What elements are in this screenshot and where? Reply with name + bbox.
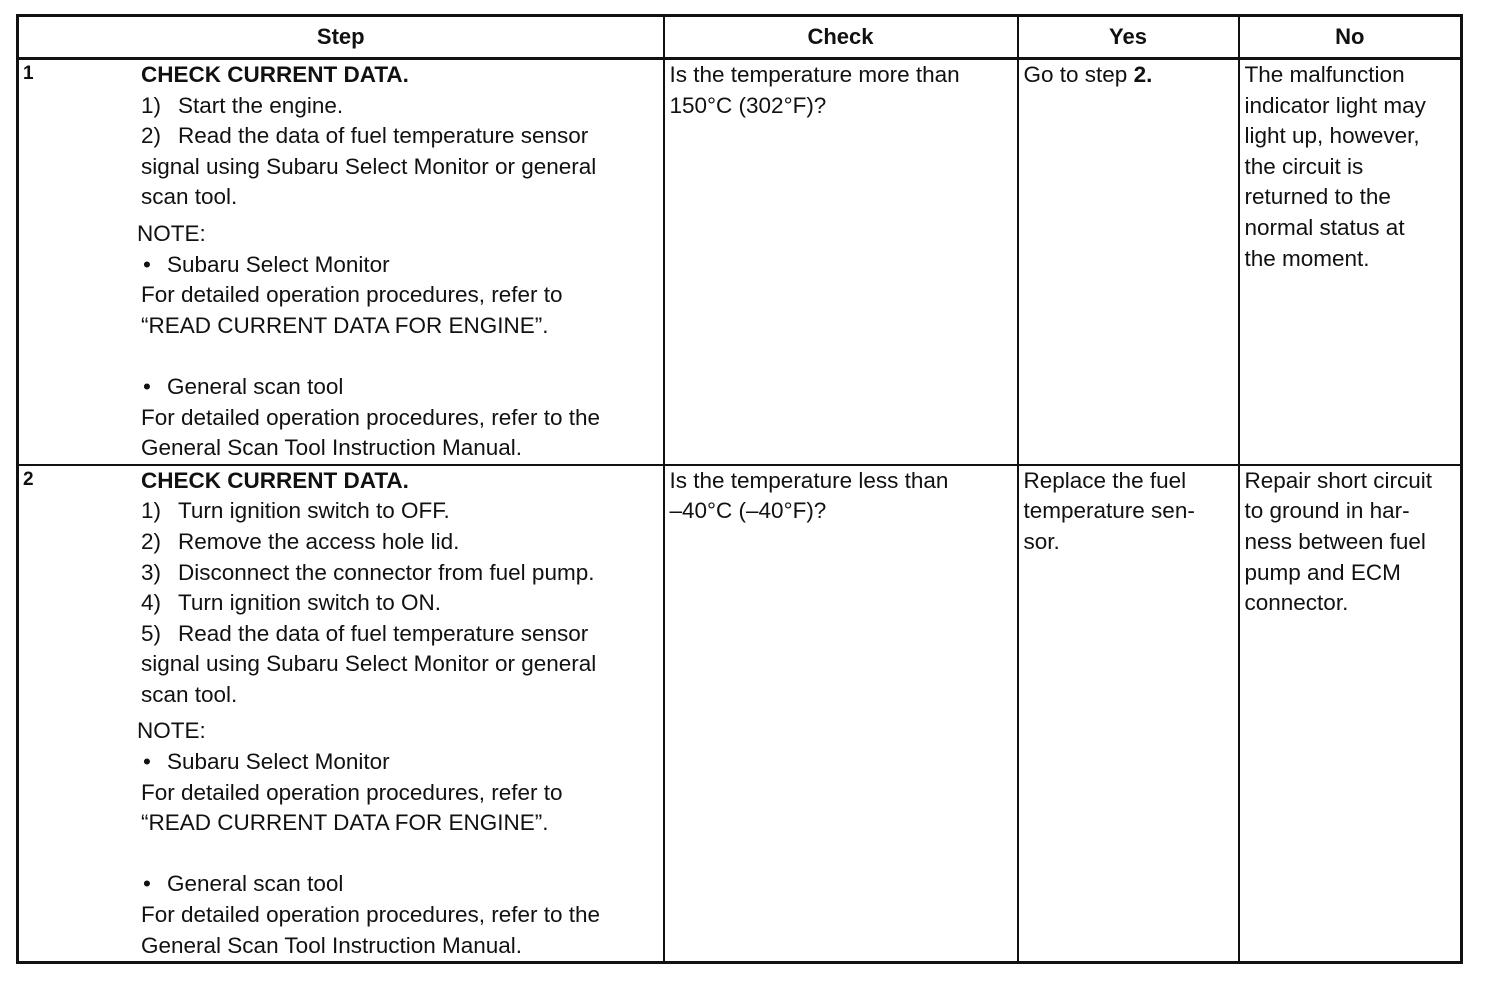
no-text: returned to the xyxy=(1244,184,1391,210)
substep xyxy=(141,588,659,619)
substep-text: Turn ignition switch to ON. xyxy=(178,590,442,616)
step-title: CHECK CURRENT DATA. xyxy=(141,62,409,87)
bullet-text: For detailed operation procedures, refer to the xyxy=(141,404,601,430)
check-cell xyxy=(664,465,1018,963)
substep-number: 2) xyxy=(141,528,162,554)
substep-text: Turn ignition switch to OFF. xyxy=(178,498,450,524)
header-check: Check xyxy=(664,16,1018,59)
step-cell xyxy=(18,465,664,963)
substep-number: 4) xyxy=(141,590,162,616)
step-body xyxy=(137,60,663,464)
bullet-text: “READ CURRENT DATA FOR ENGINE”. xyxy=(141,810,549,836)
substep-number: 1) xyxy=(141,92,162,118)
substep-text: Read the data of fuel temperature sensor xyxy=(178,123,589,149)
table-row xyxy=(18,465,1462,963)
bullet-label: General scan tool xyxy=(167,373,344,399)
no-text: The malfunction xyxy=(1244,62,1405,87)
bullet-icon: • xyxy=(143,373,151,399)
bullet-item xyxy=(141,372,659,403)
no-cell xyxy=(1239,465,1462,963)
substep-text: Remove the access hole lid. xyxy=(178,528,460,554)
bullet-text: “READ CURRENT DATA FOR ENGINE”. xyxy=(141,312,549,338)
substep xyxy=(141,496,659,527)
no-text: the moment. xyxy=(1244,245,1370,271)
bullet-label: Subaru Select Monitor xyxy=(167,749,390,775)
yes-cell xyxy=(1018,59,1239,465)
substep xyxy=(141,527,659,558)
spacer xyxy=(141,839,659,870)
note-label: NOTE: xyxy=(137,220,206,246)
substep xyxy=(141,558,659,589)
header-step: Step xyxy=(18,16,664,59)
substep-continuation: scan tool. xyxy=(141,184,238,210)
check-text: Is the temperature less than xyxy=(669,467,949,493)
bullet-icon: • xyxy=(143,251,151,277)
bullet-item xyxy=(141,250,659,281)
substep-number: 2) xyxy=(141,123,162,149)
no-text: to ground in har- xyxy=(1244,498,1410,524)
substep-text: Disconnect the connector from fuel pump. xyxy=(178,559,595,585)
no-text: indicator light may xyxy=(1244,92,1426,118)
substep-continuation: scan tool. xyxy=(141,681,238,707)
substep-number: 3) xyxy=(141,559,162,585)
no-text: Repair short circuit xyxy=(1244,467,1433,493)
substep-continuation: signal using Subaru Select Monitor or general xyxy=(141,153,597,179)
no-text: light up, however, xyxy=(1244,123,1420,149)
yes-text: Replace the fuel xyxy=(1023,467,1187,493)
check-cell xyxy=(664,59,1018,465)
bullet-text: General Scan Tool Instruction Manual. xyxy=(141,435,523,461)
substep xyxy=(141,121,659,152)
no-text: the circuit is xyxy=(1244,153,1364,179)
substep xyxy=(141,619,659,650)
substep-number: 1) xyxy=(141,498,162,524)
check-text: 150°C (302°F)? xyxy=(669,92,827,118)
step-cell xyxy=(18,59,664,465)
bullet-item xyxy=(141,747,659,778)
yes-text: sor. xyxy=(1023,528,1060,554)
diagnostic-table xyxy=(16,14,1463,964)
bullet-text: For detailed operation procedures, refer to xyxy=(141,282,563,308)
no-text: normal status at xyxy=(1244,214,1405,240)
spacer xyxy=(141,341,659,372)
step-title: CHECK CURRENT DATA. xyxy=(141,467,409,493)
substep-text: Read the data of fuel temperature sensor xyxy=(178,620,589,646)
note-label: NOTE: xyxy=(137,718,206,744)
bullet-text: For detailed operation procedures, refer to xyxy=(141,779,563,805)
substep-text: Start the engine. xyxy=(178,92,344,118)
bullet-label: General scan tool xyxy=(167,871,344,897)
bullet-item xyxy=(141,869,659,900)
header-yes: Yes xyxy=(1018,16,1239,59)
bullet-label: Subaru Select Monitor xyxy=(167,251,390,277)
step-number: 2 xyxy=(23,468,34,490)
bullet-text: General Scan Tool Instruction Manual. xyxy=(141,932,523,958)
no-text: connector. xyxy=(1244,590,1349,616)
no-text: ness between fuel xyxy=(1244,528,1426,554)
yes-text: Go to step xyxy=(1023,62,1134,87)
header-no: No xyxy=(1239,16,1462,59)
yes-cell xyxy=(1018,465,1239,963)
step-number: 1 xyxy=(23,63,34,84)
no-cell xyxy=(1239,59,1462,465)
no-text: pump and ECM xyxy=(1244,559,1401,585)
check-text: –40°C (–40°F)? xyxy=(669,498,827,524)
substep-continuation: signal using Subaru Select Monitor or general xyxy=(141,651,597,677)
bullet-icon: • xyxy=(143,871,151,897)
check-text: Is the temperature more than xyxy=(669,62,960,87)
substep xyxy=(141,91,659,122)
substep-number: 5) xyxy=(141,620,162,646)
table-row xyxy=(18,59,1462,465)
bullet-text: For detailed operation procedures, refer to the xyxy=(141,902,601,928)
step-body xyxy=(137,466,663,962)
header-row xyxy=(18,16,1462,59)
bullet-icon: • xyxy=(143,749,151,775)
yes-step-ref: 2. xyxy=(1133,62,1153,87)
yes-text: temperature sen- xyxy=(1023,498,1195,524)
